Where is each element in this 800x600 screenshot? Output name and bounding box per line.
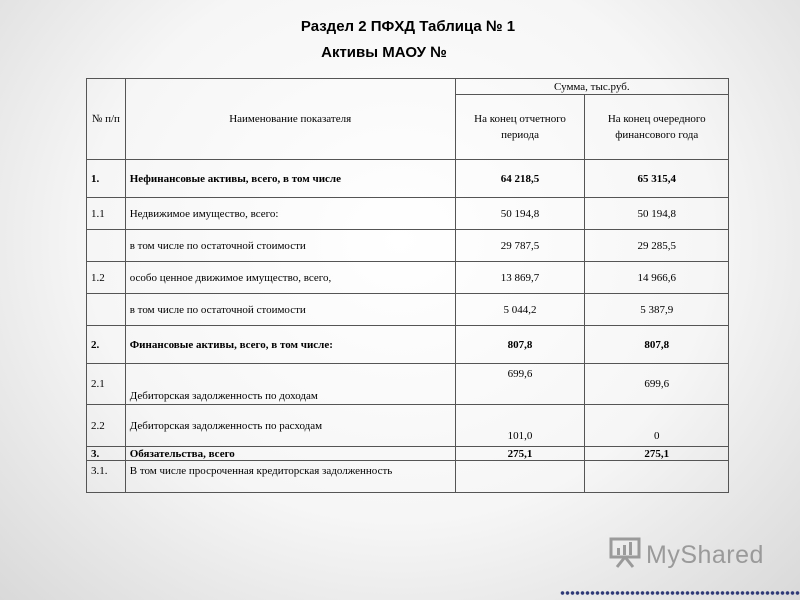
header-end-year: На конец очередного финансового года (585, 95, 729, 160)
row-name: В том числе просроченная кредиторская задолженность (125, 461, 455, 493)
row-name: в том числе по остаточной стоимости (125, 294, 455, 326)
row-value-period: 29 787,5 (455, 230, 585, 262)
page-title: Раздел 2 ПФХД Таблица № 1 (300, 18, 516, 35)
row-num: 2.1 (87, 364, 126, 405)
row-value-year (585, 461, 729, 493)
table-row (87, 294, 729, 326)
header-num: № п/п (87, 79, 126, 160)
row-num: 3. (87, 447, 126, 461)
row-value-period: 64 218,5 (455, 160, 585, 198)
row-num: 2.2 (87, 405, 126, 447)
row-value-year: 699,6 (585, 364, 729, 405)
row-value-year: 50 194,8 (585, 198, 729, 230)
row-num: 1.2 (87, 262, 126, 294)
row-value-year: 29 285,5 (585, 230, 729, 262)
row-value-year: 807,8 (585, 326, 729, 364)
table-header-row (87, 79, 729, 95)
row-name: Финансовые активы, всего, в том числе: (125, 326, 455, 364)
row-name: особо ценное движимое имущество, всего, (125, 262, 455, 294)
header-sum: Сумма, тыс.руб. (455, 79, 728, 95)
row-name: Дебиторская задолженность по расходам (125, 405, 455, 447)
row-value-period: 5 044,2 (455, 294, 585, 326)
row-name: в том числе по остаточной стоимости (125, 230, 455, 262)
table-row (87, 364, 729, 405)
row-num: 2. (87, 326, 126, 364)
table-row (87, 405, 729, 447)
row-num: 1.1 (87, 198, 126, 230)
page-subtitle: Активы МАОУ № (321, 44, 447, 61)
header-name: Наименование показателя (125, 79, 455, 160)
row-value-year: 5 387,9 (585, 294, 729, 326)
row-name: Нефинансовые активы, всего, в том числе (125, 160, 455, 198)
row-value-period: 13 869,7 (455, 262, 585, 294)
row-value-year: 14 966,6 (585, 262, 729, 294)
assets-table (86, 78, 729, 493)
presentation-icon (608, 536, 646, 575)
table-row (87, 262, 729, 294)
decorative-dots (560, 590, 800, 596)
table-row (87, 198, 729, 230)
row-name: Обязательства, всего (125, 447, 455, 461)
row-num (87, 230, 126, 262)
row-value-period (455, 461, 585, 493)
row-value-year: 275,1 (585, 447, 729, 461)
row-value-year: 0 (585, 405, 729, 447)
table-row (87, 160, 729, 198)
row-num: 3.1. (87, 461, 126, 493)
row-num: 1. (87, 160, 126, 198)
row-value-period: 50 194,8 (455, 198, 585, 230)
row-value-period: 101,0 (455, 405, 585, 447)
row-value-period: 699,6 (455, 364, 585, 405)
watermark-logo (608, 536, 764, 575)
watermark-text: MyShared (646, 541, 764, 569)
header-end-period: На конец отчетного периода (455, 95, 585, 160)
table-row (87, 326, 729, 364)
table-row (87, 230, 729, 262)
row-value-period: 807,8 (455, 326, 585, 364)
row-value-period: 275,1 (455, 447, 585, 461)
table-row (87, 447, 729, 461)
table-row (87, 461, 729, 493)
row-value-year: 65 315,4 (585, 160, 729, 198)
row-num (87, 294, 126, 326)
row-name: Дебиторская задолженность по доходам (125, 364, 455, 405)
row-name: Недвижимое имущество, всего: (125, 198, 455, 230)
